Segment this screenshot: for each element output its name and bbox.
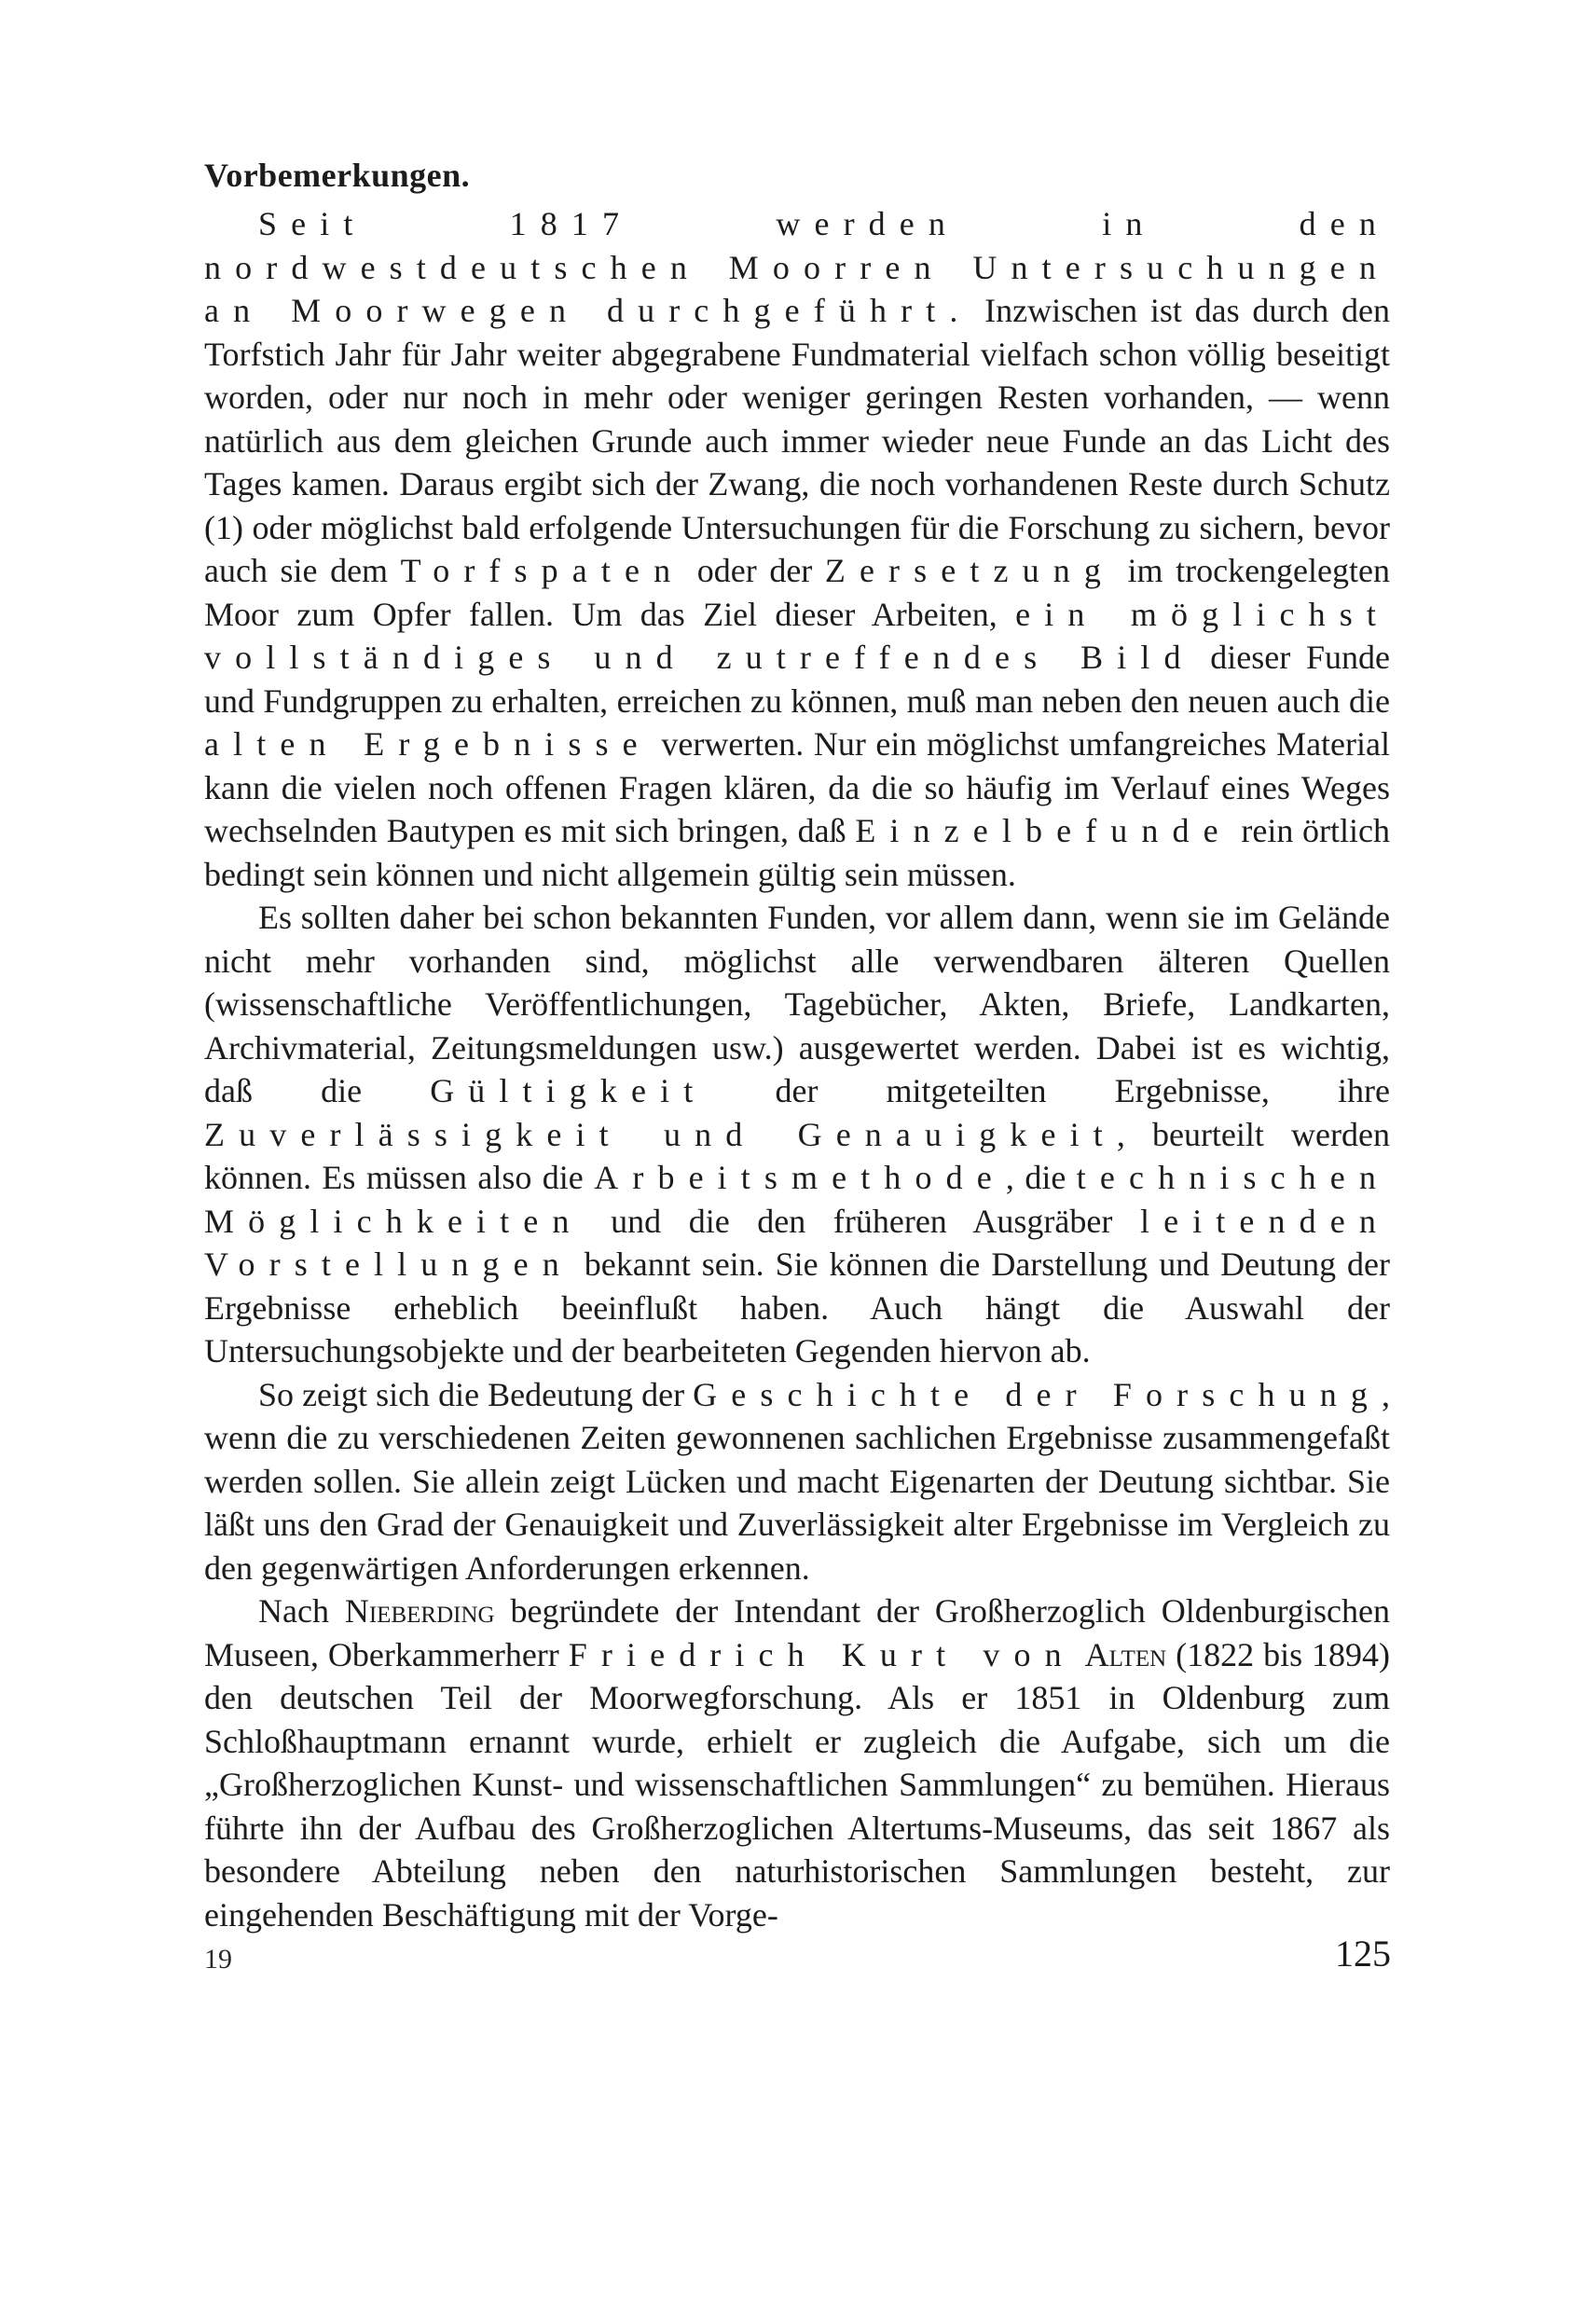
text-run: oder der (684, 552, 825, 589)
spaced-text: Geschichte der Forschung (693, 1375, 1382, 1413)
spaced-text: Seit 1817 werden in den nordwestdeutschen Moorren Untersuchungen an Moorwegen durchgeführt. (204, 205, 1390, 329)
small-caps-name: Nieberding (344, 1592, 495, 1630)
text-run (1076, 1636, 1085, 1673)
text-run: So zeigt sich die Bedeutung der (258, 1375, 694, 1413)
paragraph-1 (204, 202, 1390, 896)
spaced-text: Einzelbefunde (855, 812, 1232, 849)
small-caps-name: Alten (1084, 1635, 1167, 1673)
spaced-text: Gültigkeit (430, 1072, 708, 1109)
text-run: verwerten. Nur ein möglichst umfangreiches Material kann die vielen noch offenen Fragen klären, da die so häufig im Verlauf eines Weges wechselnden Bautypen es mit sich bringen, daß (204, 725, 1391, 849)
spaced-text: Zersetzung (824, 552, 1115, 589)
text-run: , wenn die zu verschiedenen Zeiten gewonnenen sachlichen Ergebnisse zusammengefaßt werden sollen. Sie allein zeigt Lücken und macht Eigenarten der Deutung sichtbar. Sie läßt uns den Grad der Genauigkeit und Zuverlässigkeit alter Ergebnisse im Vergleich zu den gegenwärtigen Anforderungen erkennen. (204, 1375, 1390, 1587)
text-run: der mitgeteilten Ergebnisse, ihre (707, 1072, 1390, 1109)
spaced-text: Friedrich Kurt von (568, 1635, 1076, 1673)
text-run: Es sollten daher bei schon bekannten Funden, vor allem dann, wenn sie im Gelände nicht mehr vorhanden sind, möglichst alle verwendbaren älteren Quellen (wissenschaftliche Veröffentlichungen, Tagebücher, Akten, Briefe, Landkarten, Archivmaterial, Zeitungsmeldungen usw.) ausgewertet werden. Dabei ist es wichtig, daß die (204, 899, 1390, 1109)
spaced-text: leitenden Vorstellungen (204, 1202, 1390, 1283)
spaced-text: ein möglichst vollständiges und zutreffendes Bild (204, 595, 1390, 676)
text-run: Nach (258, 1592, 345, 1630)
page-number: 125 (1335, 1933, 1391, 1975)
text-run: (1822 bis 1894) den deutschen Teil der Moorwegforschung. Als er 1851 in Oldenburg zum Schloßhauptmann ernannt wurde, erhielt er zugleich die Aufgabe, sich um die „Großherzoglichen Kunst- und wissenschaftlichen Sammlungen“ zu bemühen. Hieraus führte ihn der Aufbau des Großherzoglichen Altertums-Museums, das seit 1867 als besondere Abteilung neben den naturhistorischen Sammlungen besteht, zur eingehenden Beschäftigung mit der Vorge- (204, 1635, 1391, 1934)
spaced-text: Arbeitsmethode (594, 1159, 1006, 1196)
text-run: , beurteilt werden können. Es müssen also die (204, 1115, 1390, 1196)
text-run: und die den früheren Ausgräber (583, 1202, 1140, 1240)
paragraph-4 (204, 1590, 1390, 1936)
paragraph-3 (204, 1373, 1390, 1590)
text-run: im trockengelegten Moor zum Opfer fallen. Um das Ziel dieser Arbeiten, (204, 552, 1390, 633)
text-block (204, 154, 1390, 1936)
spaced-text: technischen Möglichkeiten (204, 1159, 1391, 1240)
text-run: , die (1005, 1159, 1077, 1196)
text-run: begründete der Intendant der Großherzoglich Oldenburgischen Museen, Oberkammerherr (204, 1592, 1390, 1673)
paragraph-2 (204, 896, 1390, 1373)
text-run: bekannt sein. Sie können die Darstellung und Deutung der Ergebnisse erheblich beeinflußt haben. Auch hängt die Auswahl der Untersuchungsobjekte und der bearbeiteten Gegenden hiervon ab. (204, 1245, 1390, 1369)
spaced-text: Zuverlässigkeit und Genauigkeit (204, 1115, 1117, 1153)
signature-mark: 19 (204, 1944, 232, 1975)
section-heading: Vorbemerkungen. (204, 157, 471, 194)
text-run: dieser Funde und Fundgruppen zu erhalten, erreichen zu können, muß man neben den neuen auch die (204, 639, 1390, 720)
spaced-text: Torfspaten (400, 552, 685, 589)
text-run: Inzwischen ist das durch den Torfstich Jahr für Jahr weiter abgegrabene Fundmaterial vielfach schon völlig beseitigt worden, oder nur noch in mehr oder weniger geringen Resten vorhanden, — wenn natürlich aus dem gleichen Grunde auch immer wieder neue Funde an das Licht des Tages kamen. Daraus ergibt sich der Zwang, die noch vorhandenen Reste durch Schutz (1) oder möglichst bald erfolgende Untersuchungen für die Forschung zu sichern, bevor auch sie dem (204, 292, 1390, 589)
spaced-text: alten Ergebnisse (204, 725, 652, 763)
text-run: rein örtlich bedingt sein können und nicht allgemein gültig sein müssen. (204, 812, 1391, 893)
